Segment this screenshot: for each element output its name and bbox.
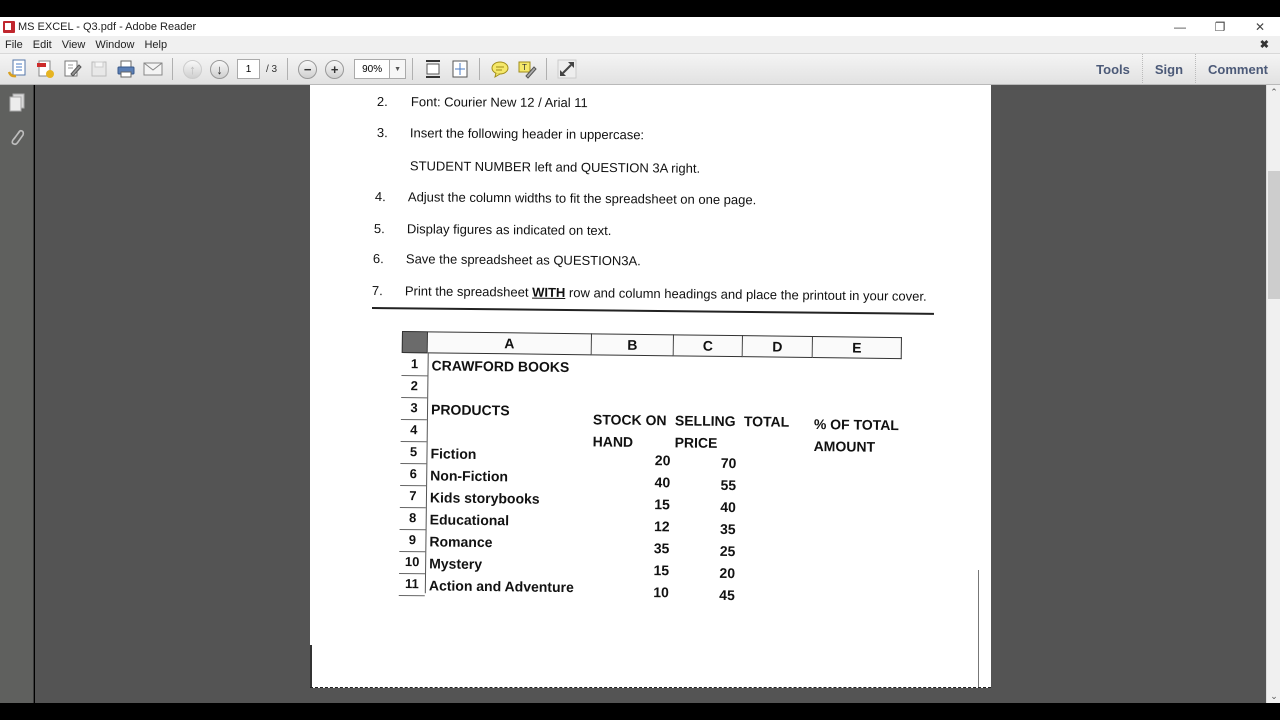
toolbar-separator <box>546 58 547 80</box>
row-header: 10 <box>399 552 425 574</box>
instruction-text-part: row and column headings and place the printout in your cover. <box>565 285 927 304</box>
price-value: 35 <box>719 520 736 538</box>
page-edge <box>310 645 312 688</box>
price-header-line1: SELLING <box>674 412 736 430</box>
save-icon <box>89 59 109 79</box>
task-pane-tabs <box>1084 54 1280 85</box>
zoom-in-button[interactable] <box>324 58 346 80</box>
stock-value: 10 <box>653 584 669 601</box>
stock-value: 20 <box>654 452 671 469</box>
instruction-text: Display figures as indicated on text. <box>406 221 612 239</box>
arrow-down-icon: ↓ <box>210 60 229 79</box>
product-name: Romance <box>429 533 493 551</box>
instruction-number: 6. <box>372 251 384 267</box>
product-name: Action and Adventure <box>428 577 574 596</box>
fit-width-button[interactable] <box>449 58 471 80</box>
instruction-number: 3. <box>376 125 388 141</box>
page-edge <box>978 570 979 688</box>
row-header: 6 <box>400 464 426 486</box>
email-icon <box>143 59 163 79</box>
row-header: 11 <box>399 574 425 596</box>
spreadsheet-image <box>399 331 902 617</box>
document-viewer[interactable] <box>35 85 1266 703</box>
product-name: Educational <box>429 511 510 529</box>
stock-value: 15 <box>653 562 670 579</box>
stock-value: 15 <box>654 496 671 513</box>
row-header: 9 <box>399 530 425 552</box>
screen-top-edge <box>0 0 1280 17</box>
instruction-number: 7. <box>371 283 383 299</box>
column-header-b: B <box>592 333 674 356</box>
total-header: TOTAL <box>743 413 790 430</box>
restore-button[interactable]: ❐ <box>1214 19 1226 34</box>
add-comment-button[interactable] <box>489 58 511 80</box>
zoom-level-input[interactable]: 90% <box>354 59 390 79</box>
products-header: PRODUCTS <box>430 401 510 419</box>
instruction-text: Font: Courier New 12 / Arial 11 <box>410 94 588 111</box>
product-name: Fiction <box>430 445 477 462</box>
sheet-title: CRAWFORD BOOKS <box>431 357 570 376</box>
title-bar <box>0 17 1280 36</box>
stock-value: 12 <box>653 518 670 535</box>
page-total: / 3 <box>266 63 278 75</box>
adobe-reader-icon <box>3 21 15 33</box>
instruction-number: 4. <box>374 189 386 205</box>
instruction-number: 2. <box>376 94 388 110</box>
scroll-up-button[interactable]: ⌃ <box>1270 86 1278 97</box>
attachment-icon[interactable] <box>8 127 26 147</box>
combine-files-button[interactable] <box>34 58 56 80</box>
highlight-text-button[interactable] <box>516 58 538 80</box>
instruction-number: 5. <box>373 221 385 237</box>
toolbar <box>0 54 1280 85</box>
pdf-page <box>310 85 991 688</box>
price-header-line2: PRICE <box>674 434 718 451</box>
horizontal-rule <box>372 307 934 315</box>
instruction-text <box>405 283 927 303</box>
page-number-input[interactable]: 1 <box>237 59 260 79</box>
toolbar-separator <box>287 58 288 80</box>
product-name: Non-Fiction <box>430 467 509 485</box>
navigation-panel <box>0 85 34 703</box>
stock-header-line2: HAND <box>592 433 634 450</box>
sign-tab[interactable]: Sign <box>1142 54 1195 85</box>
row-header: 2 <box>401 376 427 398</box>
row-header: 5 <box>400 442 426 464</box>
zoom-dropdown-button[interactable]: ▼ <box>390 59 406 79</box>
price-value: 20 <box>719 564 736 582</box>
product-name: Mystery <box>429 555 483 572</box>
window-controls <box>1160 17 1280 36</box>
product-name: Kids storybooks <box>429 489 540 507</box>
stock-value: 40 <box>654 474 671 491</box>
fit-width-icon <box>450 59 470 79</box>
row-header: 1 <box>401 354 427 376</box>
percent-header-line2: AMOUNT <box>813 438 876 455</box>
toolbar-separator <box>479 58 480 80</box>
price-value: 70 <box>720 454 737 472</box>
tools-tab[interactable]: Tools <box>1096 62 1130 77</box>
menu-bar <box>0 36 1280 54</box>
menu-help[interactable]: Help <box>144 38 168 51</box>
print-button[interactable] <box>115 58 137 80</box>
instruction-text: Save the spreadsheet as QUESTION3A. <box>405 251 641 269</box>
row-header: 3 <box>401 398 427 420</box>
instruction-text: Insert the following header in uppercase: <box>409 125 645 143</box>
column-header-c: C <box>674 334 743 357</box>
row-header: 8 <box>400 508 426 530</box>
price-value: 25 <box>719 542 736 560</box>
price-value: 55 <box>720 476 737 494</box>
print-icon <box>116 59 136 79</box>
email-button[interactable] <box>142 58 164 80</box>
scroll-down-button[interactable]: ⌄ <box>1270 690 1278 701</box>
window-title: MS EXCEL - Q3.pdf - Adobe Reader <box>18 20 197 33</box>
edit-button[interactable] <box>61 58 83 80</box>
instruction-text-part: Print the spreadsheet <box>404 283 533 300</box>
full-screen-button[interactable] <box>556 58 578 80</box>
fit-page-icon <box>423 59 443 79</box>
edit-icon <box>62 59 82 79</box>
save-button[interactable] <box>88 58 110 80</box>
create-pdf-icon <box>8 59 28 79</box>
plus-icon: + <box>325 60 344 79</box>
pages-icon[interactable] <box>8 93 26 113</box>
column-header-d: D <box>743 335 813 358</box>
toolbar-separator <box>172 58 173 80</box>
select-all-corner <box>402 331 428 353</box>
page-break-line <box>310 687 991 688</box>
minimize-button[interactable]: — <box>1174 19 1186 34</box>
close-button[interactable]: ✕ <box>1254 19 1266 34</box>
instruction-text: STUDENT NUMBER left and QUESTION 3A right. <box>409 158 701 176</box>
vertical-scrollbar[interactable] <box>1266 85 1280 703</box>
emphasis-text: WITH <box>532 284 566 301</box>
menu-view[interactable]: View <box>61 38 86 51</box>
toolbar-separator <box>412 58 413 80</box>
menu-edit[interactable]: Edit <box>32 38 52 51</box>
menu-window[interactable]: Window <box>95 38 135 51</box>
fit-page-button[interactable] <box>422 58 444 80</box>
row-header: 4 <box>401 420 427 442</box>
percent-header-line1: % OF TOTAL <box>813 416 900 434</box>
screen-bottom-edge <box>0 703 1280 720</box>
price-value: 45 <box>719 586 735 604</box>
column-header-a: A <box>428 331 592 355</box>
stock-value: 35 <box>653 540 670 557</box>
highlight-icon <box>517 59 537 79</box>
arrow-up-icon: ↑ <box>183 60 202 79</box>
zoom-out-button[interactable] <box>297 58 319 80</box>
price-value: 40 <box>720 498 736 516</box>
instruction-text: Adjust the column widths to fit the spreadsheet on one page. <box>407 189 757 208</box>
stock-header-line1: STOCK ON <box>592 411 667 429</box>
previous-page-button[interactable] <box>182 58 204 80</box>
scroll-thumb[interactable] <box>1268 171 1280 299</box>
close-document-button[interactable]: ✖ <box>1259 39 1269 51</box>
next-page-button[interactable] <box>209 58 231 80</box>
combine-files-icon <box>35 59 55 79</box>
svg-text:T: T <box>521 63 527 72</box>
column-header-e: E <box>813 336 902 359</box>
comment-tab[interactable]: Comment <box>1195 54 1280 85</box>
minus-icon: − <box>298 60 317 79</box>
expand-icon <box>557 59 577 79</box>
create-pdf-button[interactable] <box>7 58 29 80</box>
menu-file[interactable]: File <box>5 38 23 51</box>
comment-icon <box>490 59 510 79</box>
row-header: 7 <box>400 486 426 508</box>
